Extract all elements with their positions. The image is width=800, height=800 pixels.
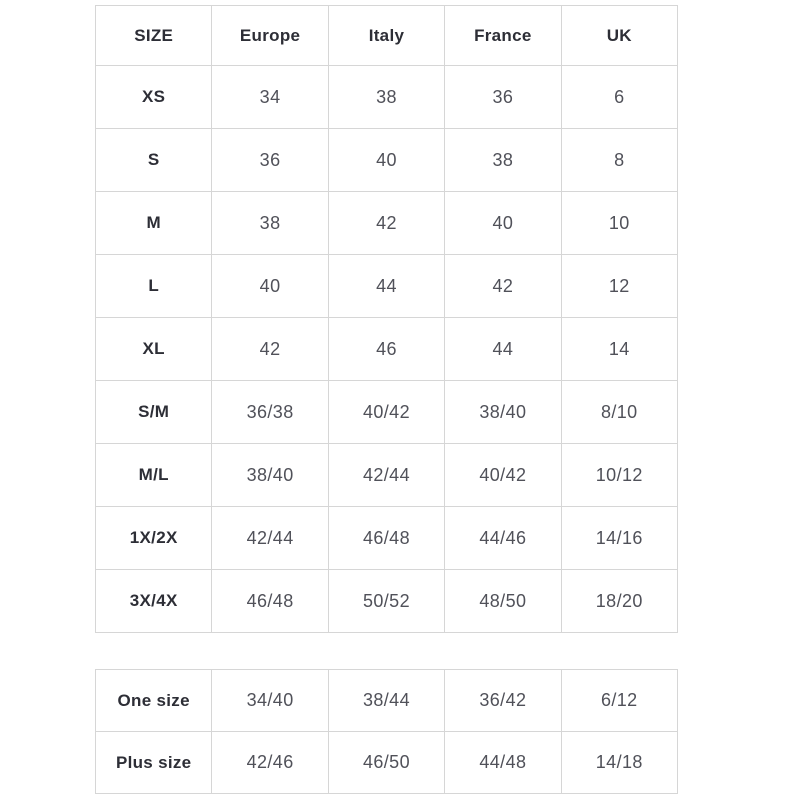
table-row-l [96, 255, 678, 318]
table-cell: 18/20 [561, 570, 677, 633]
table-cell: 14/16 [561, 507, 677, 570]
row-label: One size [96, 670, 212, 732]
table-cell: 8/10 [561, 381, 677, 444]
table-cell: 38/40 [445, 381, 561, 444]
table-cell: 44/46 [445, 507, 561, 570]
table-cell: 46/48 [328, 507, 444, 570]
table-cell: 40/42 [328, 381, 444, 444]
table-row-ml [96, 444, 678, 507]
column-header-france: France [445, 6, 561, 66]
table-cell: 36 [445, 66, 561, 129]
table-cell: 38/40 [212, 444, 328, 507]
column-header-size: SIZE [96, 6, 212, 66]
table-row-plus-size [96, 732, 678, 794]
table-cell: 46/50 [328, 732, 444, 794]
table-cell: 10 [561, 192, 677, 255]
table-cell: 6/12 [561, 670, 677, 732]
table-cell: 6 [561, 66, 677, 129]
table-cell: 42 [328, 192, 444, 255]
table-cell: 40 [328, 129, 444, 192]
table-cell: 38 [445, 129, 561, 192]
table-cell: 10/12 [561, 444, 677, 507]
table-cell: 38/44 [328, 670, 444, 732]
table-cell: 42/44 [328, 444, 444, 507]
row-label: XL [96, 318, 212, 381]
table-cell: 34/40 [212, 670, 328, 732]
table-cell: 38 [328, 66, 444, 129]
table-cell: 40 [445, 192, 561, 255]
table-row-m [96, 192, 678, 255]
table-cell: 48/50 [445, 570, 561, 633]
table-row-one-size [96, 670, 678, 732]
row-label: S [96, 129, 212, 192]
column-header-italy: Italy [328, 6, 444, 66]
row-label: Plus size [96, 732, 212, 794]
table-row-xs [96, 66, 678, 129]
table-cell: 14 [561, 318, 677, 381]
table-cell: 40/42 [445, 444, 561, 507]
header-row [96, 6, 678, 66]
table-cell: 46 [328, 318, 444, 381]
table-cell: 8 [561, 129, 677, 192]
primary-size-table [95, 5, 678, 633]
row-label: L [96, 255, 212, 318]
table-cell: 40 [212, 255, 328, 318]
table-cell: 38 [212, 192, 328, 255]
table-row-s [96, 129, 678, 192]
table-cell: 44 [328, 255, 444, 318]
secondary-size-table [95, 669, 678, 794]
row-label: 1X/2X [96, 507, 212, 570]
table-cell: 36/42 [445, 670, 561, 732]
table-row-1x2x [96, 507, 678, 570]
table-cell: 42 [445, 255, 561, 318]
table-row-xl [96, 318, 678, 381]
table-row-sm [96, 381, 678, 444]
table-row-3x4x [96, 570, 678, 633]
row-label: S/M [96, 381, 212, 444]
row-label: XS [96, 66, 212, 129]
table-cell: 14/18 [561, 732, 677, 794]
column-header-europe: Europe [212, 6, 328, 66]
table-cell: 42 [212, 318, 328, 381]
row-label: M [96, 192, 212, 255]
table-cell: 44/48 [445, 732, 561, 794]
table-cell: 36 [212, 129, 328, 192]
column-header-uk: UK [561, 6, 677, 66]
table-cell: 50/52 [328, 570, 444, 633]
table-cell: 12 [561, 255, 677, 318]
row-label: 3X/4X [96, 570, 212, 633]
table-cell: 42/46 [212, 732, 328, 794]
table-cell: 46/48 [212, 570, 328, 633]
table-cell: 42/44 [212, 507, 328, 570]
row-label: M/L [96, 444, 212, 507]
table-cell: 36/38 [212, 381, 328, 444]
table-cell: 44 [445, 318, 561, 381]
table-cell: 34 [212, 66, 328, 129]
